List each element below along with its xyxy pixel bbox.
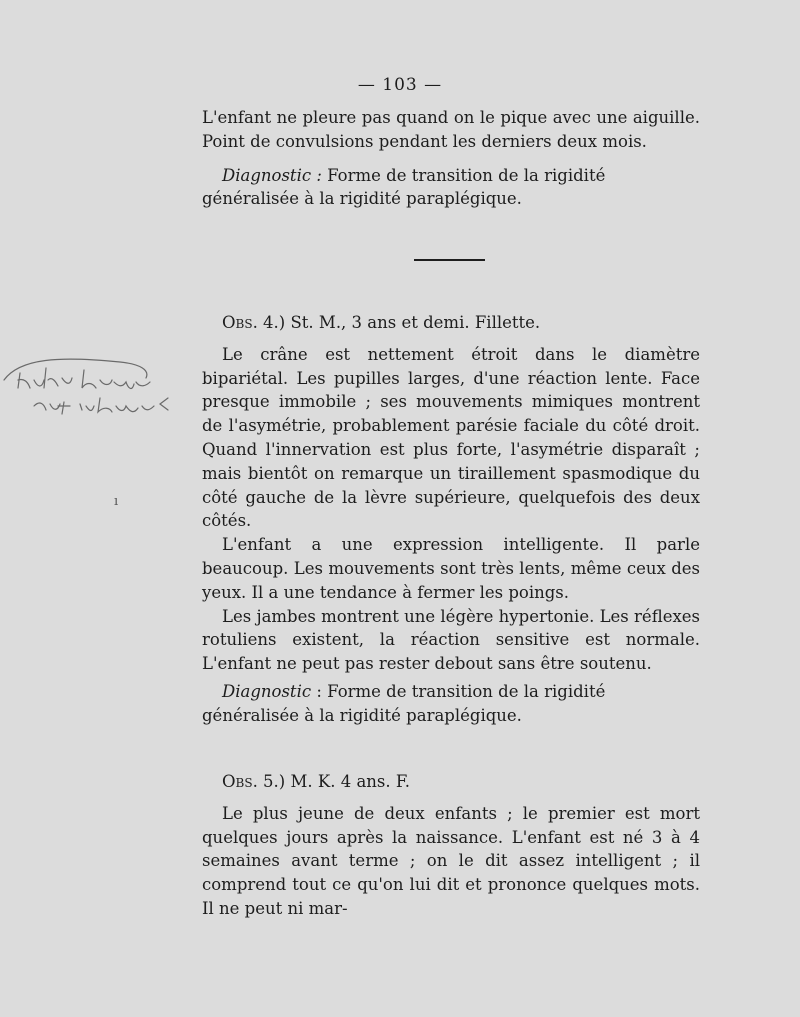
page-number: — 103 — xyxy=(357,75,443,95)
observation-4-paragraph-3: Les jambes montrent une légère hypertonie. Les réflexes rotuliens existent, la réaction sensitive est normale. L'enfant ne peut pas rester debout sans être soutenu. xyxy=(202,606,700,674)
observation-4-heading xyxy=(202,311,700,335)
diagnostic-label: Diagnostic : xyxy=(222,165,322,185)
diagnostic-text-2: : Forme de transition de la rigidité généralisée à la rigidité paraplégique. xyxy=(202,681,606,725)
observation-5 xyxy=(202,770,700,921)
handwritten-margin-note xyxy=(0,348,190,428)
margin-mark: ı xyxy=(114,494,119,509)
observation-5-heading xyxy=(202,770,700,794)
observation-4-paragraph-2: L'enfant a une expression intelligente. Il parle beaucoup. Les mouvements sont très lents, même ceux des yeux. Il a une tendance à fermer les poings. xyxy=(202,535,700,602)
observation-4 xyxy=(202,311,700,728)
observation-5-label: Obs. 5.) xyxy=(222,772,286,791)
section-divider xyxy=(414,259,485,261)
diagnostic-paragraph-2 xyxy=(202,680,700,728)
paragraph-continued: L'enfant ne pleure pas quand on le pique avec une aiguille. Point de convulsions pendant les derniers deux mois. xyxy=(202,108,700,151)
diagnostic-paragraph-1 xyxy=(202,164,700,212)
observation-4-title: St. M., 3 ans et demi. Fillette. xyxy=(285,313,541,332)
observation-5-paragraph-1: Le plus jeune de deux enfants ; le premier est mort quelques jours après la naissance. L'enfant est né 3 à 4 semaines avant terme ; on le dit assez intelligent ; il comprend tout ce qu'on lui dit et prononce quelques mots. Il ne peut ni mar- xyxy=(202,803,700,918)
diagnostic-text: Forme de transition de la rigidité généralisée à la rigidité paraplégique. xyxy=(202,165,606,209)
observation-4-paragraph-1: Le crâne est nettement étroit dans le diamètre bipariétal. Les pupilles larges, d'une réaction lente. Face presque immobile ; ses mouvements mimiques montrent de l'asymétrie, probablement parésie faciale du côté droit. Quand l'innervation est plus forte, l'asymétrie disparaît ; mais bientôt on remarque un tiraillement spasmodique du côté gauche de la lèvre supérieure, quelquefois des deux côtés. xyxy=(202,344,700,531)
diagnostic-label-2: Diagnostic xyxy=(222,681,312,701)
handwritten-scribble-icon xyxy=(0,348,190,428)
continued-text-block xyxy=(202,106,700,211)
observation-4-label: Obs. 4.) xyxy=(222,313,286,332)
observation-5-title: M. K. 4 ans. F. xyxy=(285,772,410,791)
